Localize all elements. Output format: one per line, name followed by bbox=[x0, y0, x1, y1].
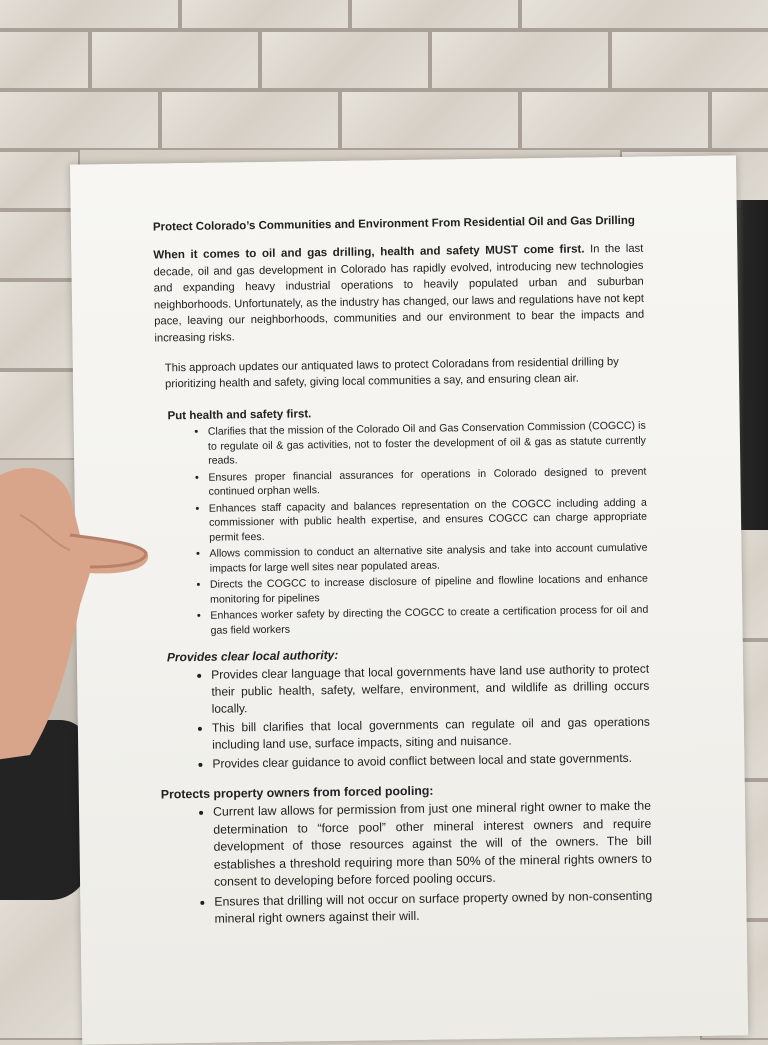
intro-bold: When it comes to oil and gas drilling, health and safety MUST come first. bbox=[153, 242, 585, 262]
section-heading: Provides clear local authority: bbox=[166, 647, 339, 665]
section-local-authority bbox=[159, 644, 651, 774]
list-item: • Provides clear language that local governments have land use authority to protect their public health, safety, welfare, environment, and wildlife as drilling occurs locally. bbox=[211, 661, 650, 718]
list-item: • Directs the COGCC to increase disclosure of pipeline and flowline locations and enhance monitoring for pipelines bbox=[210, 572, 648, 607]
list-item: • Provides clear guidance to avoid conflict between local and state governments. bbox=[212, 750, 650, 773]
section-health-safety bbox=[155, 404, 648, 639]
list-item: • Allows commission to conduct an alternative site analysis and take into account cumulative impacts for large well sites near populated areas. bbox=[209, 541, 647, 576]
intro-text: In the last decade, oil and gas development in Colorado has rapidly evolved, introducing new technologies and expanding heavy industrial operations to heavily populated urban and suburban neighborhoods. Unfortunately, as the industry has changed, our laws and regulations have not kept pace, leaving our neighborhoods, communities and our environment to bear the impacts and increasing risks. bbox=[153, 242, 645, 344]
intro-paragraph bbox=[153, 241, 644, 347]
section-heading: Put health and safety first. bbox=[167, 408, 312, 423]
hand-holding-paper bbox=[0, 455, 150, 775]
list-item: • Enhances staff capacity and balances representation on the COGCC including adding a commissioner with public health expertise, and ensures COGCC can charge appropriate permit fees. bbox=[209, 495, 648, 545]
approach-paragraph: This approach updates our antiquated laws to protect Coloradans from residential drilling by prioritizing health and safety, giving local communities a say, and ensuring clean air. bbox=[164, 356, 619, 391]
section-heading: Protects property owners from forced pooling: bbox=[160, 783, 434, 802]
list-item: • Enhances worker safety by directing the COGCC to create a certification process for oil and gas field workers bbox=[210, 603, 648, 638]
bullet-list bbox=[161, 798, 653, 929]
list-item: • Current law allows for permission from just one mineral right owner to make the determination to “force pool” other mineral interest owners and require development of those resources against the will of the owners. The bill establishes a threshold requiring more than 50% of the mineral rights owners to consent to developing before forced pooling occurs. bbox=[213, 798, 652, 892]
list-item: • Clarifies that the mission of the Colorado Oil and Gas Conservation Commission (COGCC) is to regulate oil & gas activities, not to foster the development of oil & gas as statute currently reads. bbox=[208, 419, 647, 469]
bullet-list bbox=[159, 661, 650, 774]
list-item: • Ensures proper financial assurances for operations in Colorado designed to prevent continued orphan wells. bbox=[208, 464, 646, 499]
section-forced-pooling bbox=[161, 781, 653, 929]
list-item: • Ensures that drilling will not occur on surface property owned by non-consenting mineral right owners against their will. bbox=[214, 887, 652, 928]
paper-sheet bbox=[70, 155, 748, 1044]
document-title: Protect Colorado’s Communities and Environment From Residential Oil and Gas Drilling bbox=[152, 214, 635, 234]
document-content bbox=[153, 215, 653, 941]
bullet-list bbox=[156, 419, 649, 639]
list-item: • This bill clarifies that local governments can regulate oil and gas operations including land use, surface impacts, siting and nuisance. bbox=[212, 714, 650, 754]
